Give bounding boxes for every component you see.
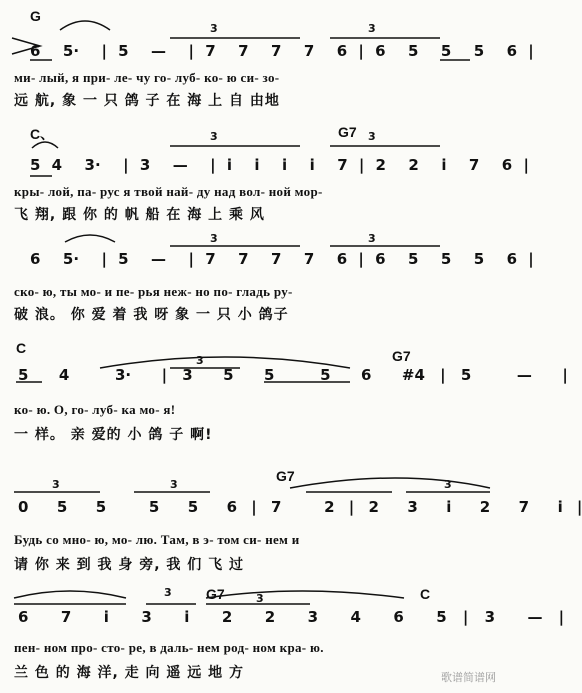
- triplet-mark: 3: [196, 354, 204, 367]
- chord-symbol: G7: [392, 348, 411, 364]
- lyric-russian: кры- лой, па- рус я твой най- ду над вол- ной мор-: [14, 184, 323, 199]
- triplet-mark: 3: [210, 130, 218, 143]
- music-line-4: [0, 340, 568, 450]
- triplet-mark: 3: [368, 232, 376, 245]
- lyric-russian: ми- лый, я при- ле- чу го- луб- ко- ю си- зо-: [14, 70, 280, 85]
- triplet-mark: 3: [52, 478, 60, 491]
- music-line-2: [0, 122, 529, 223]
- note-sequence: 5 4 3· | 3 — | i i i i 7 | 2 2 i 7 6 |: [30, 156, 529, 174]
- triplet-mark: 3: [164, 586, 172, 599]
- triplet-mark: 3: [256, 592, 264, 605]
- triplet-mark: 3: [444, 478, 452, 491]
- note-sequence: 6 5· | 5 — | 7 7 7 7 6 | 6 5 5 5 6 |: [30, 250, 534, 268]
- music-line-5: [0, 462, 582, 573]
- triplet-mark: 3: [368, 130, 376, 143]
- chord-symbol: C: [420, 586, 431, 602]
- lyric-chinese: 破 浪。 你 爱 着 我 呀 象 一 只 小 鸽子: [14, 307, 289, 323]
- music-line-6: [0, 580, 565, 690]
- lyric-chinese: 一 样。 亲 爱的 小 鸽 子 啊!: [14, 427, 213, 443]
- note-sequence: 5 4 3· | 3 5 5 5 6 #4 | 5 — |: [18, 366, 568, 384]
- lyric-russian: пен- ном про- сто- ре, в даль- нем род- ном кра- ю.: [14, 640, 324, 655]
- chord-symbol: G7: [276, 468, 295, 484]
- lyric-russian: ко- ю. О, го- луб- ка мо- я!: [14, 402, 176, 417]
- music-line-1: [0, 8, 534, 109]
- lyric-chinese: 远 航, 象 一 只 鸽 子 在 海 上 自 由地: [14, 93, 280, 109]
- lyric-russian: ско- ю, ты мо- и пе- рья неж- но по- гладь ру-: [14, 284, 293, 299]
- lyric-chinese: 兰 色 的 海 洋, 走 向 遥 远 地 方: [14, 665, 245, 681]
- triplet-mark: 3: [210, 232, 218, 245]
- chord-symbol: C、: [30, 126, 55, 142]
- note-sequence: 6 5· | 5 — | 7 7 7 7 6 | 6 5 5 5 6 |: [30, 42, 534, 60]
- triplet-mark: 3: [368, 22, 376, 35]
- chord-symbol: G: [30, 8, 41, 24]
- chord-symbol: C: [16, 340, 27, 356]
- lyric-russian: Будь со мно- ю, мо- лю. Там, в э- том си- нем и: [14, 532, 300, 547]
- chord-symbol: G7: [338, 124, 357, 140]
- triplet-mark: 3: [170, 478, 178, 491]
- note-sequence: 6 7 i 3 i 2 2 3 4 6 5 | 3 — |: [18, 608, 565, 626]
- chord-symbol: G7: [206, 586, 225, 602]
- lyric-chinese: 请 你 来 到 我 身 旁, 我 们 飞 过: [14, 557, 245, 573]
- music-line-3: [0, 228, 534, 328]
- triplet-mark: 3: [210, 22, 218, 35]
- site-watermark: 歌谱简谱网: [441, 671, 496, 684]
- note-sequence: 0 5 5 5 5 6 | 7 2 | 2 3 i 2 7 i |: [18, 498, 582, 516]
- lyric-chinese: 飞 翔, 跟 你 的 帆 船 在 海 上 乘 风: [14, 207, 265, 223]
